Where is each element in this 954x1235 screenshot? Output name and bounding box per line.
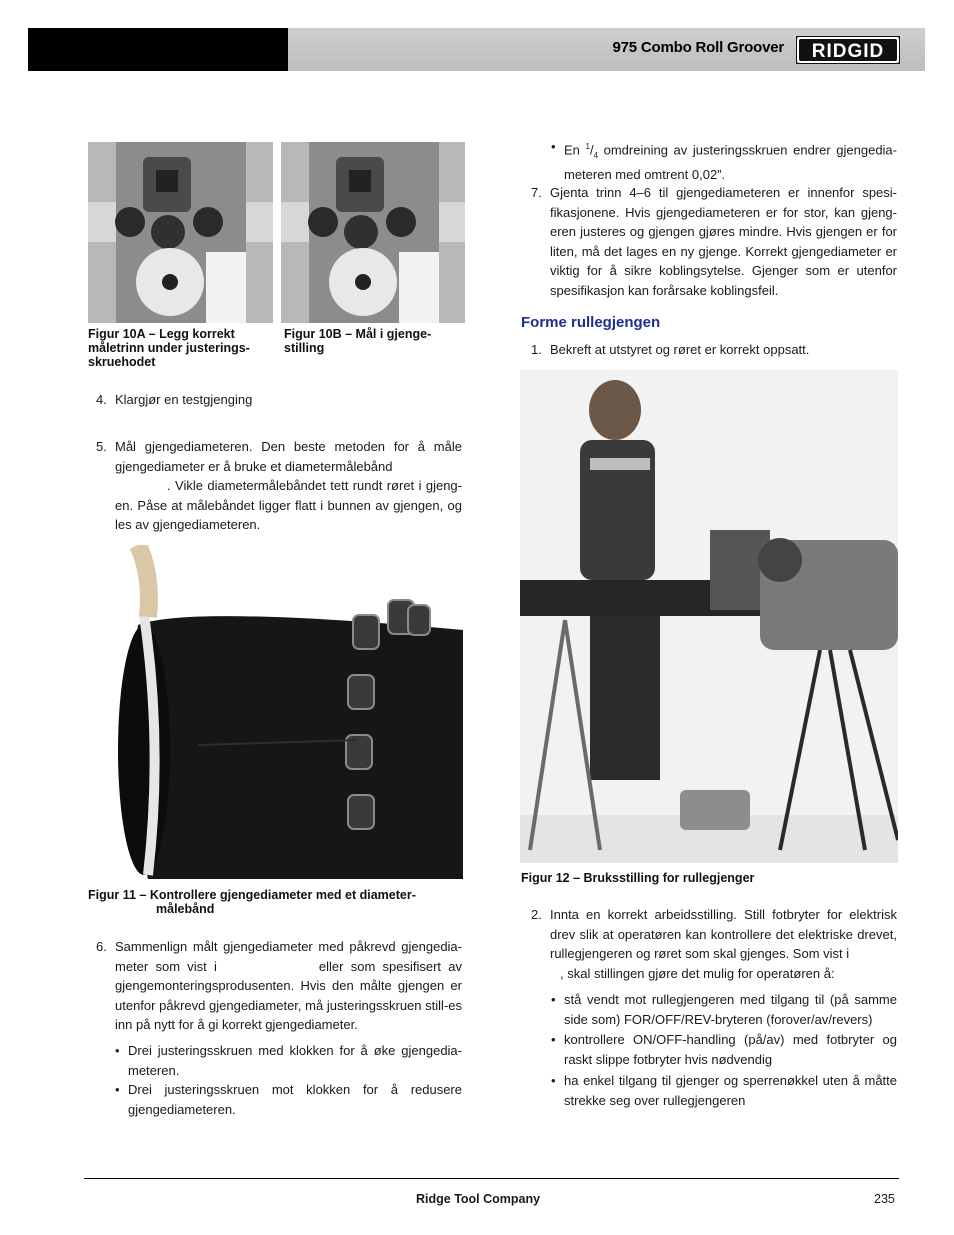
bullet-right-3: • ha enkel tilgang til gjenger og sperrenøkkel uten å måtte strekke seg over rullegjengeren	[551, 1071, 897, 1110]
step-5-text-b: . Vikle diametermålebåndet tett rundt røret i gjeng-en. Påse at målebåndet ligger flatt i bunnen av gjengen, og les av gjengediameteren.	[115, 478, 462, 532]
step-5-text-a: Mål gjengediameteren. Den beste metoden for å måle gjengediameter er å bruke et diametermålebånd	[115, 439, 462, 474]
figure-10a-image	[88, 142, 273, 323]
bullet-left-2-text: Drei justeringsskruen mot klokken for å redusere gjengediameteren.	[128, 1082, 462, 1117]
ridgid-logo	[796, 36, 900, 64]
header-black-block	[28, 28, 288, 71]
step-6-number: 6.	[96, 939, 107, 954]
bullet-right-3-text: ha enkel tilgang til gjenger og sperrenøkkel uten å måtte strekke seg over rullegjengeren	[564, 1073, 897, 1108]
step-7-text: Gjenta trinn 4–6 til gjengediameteren er innenfor spesi-fikasjonene. Hvis gjengediameteren er for stor, kan gjeng-eren justeres og gjengen gjøres mindre. Hvis gjengen er for liten, må det lages en ny gjenge. Korrekt gjengediameter er viktig for å sikre koblingsytelse. Gjenger som er utenfor spesifikasjon kan forårsake koblingsfeil.	[550, 185, 897, 298]
step-7	[531, 183, 897, 300]
page-number: 235	[874, 1192, 895, 1206]
bullet-right-top: • En $^1/_4$ omdreining av justeringsskruen endrer gjengedia-meteren med omtrent 0,02”.	[551, 139, 897, 183]
footer-company: Ridge Tool Company	[416, 1192, 541, 1206]
figure-11-caption-line-1: Figur 11 – Kontrollere gjengediameter med et diameter-	[88, 888, 416, 902]
step-7-number: 7.	[531, 185, 542, 200]
step-5-number: 5.	[96, 439, 107, 454]
step-6-text-b: eller som spesifisert av gjengemonteringsprodusenten. Hvis den målte gjengen er utenfor påkrevd gjengediameter, må justeringsskruen still-es inn på nytt for å gi korrekt gjengediameter.	[115, 958, 462, 1032]
bullet-left-2: • Drei justeringsskruen mot klokken for å redusere gjengediameteren.	[115, 1080, 462, 1119]
step-6	[96, 937, 462, 1035]
figure-12-image	[520, 370, 898, 863]
step-4	[96, 390, 462, 410]
step-5	[96, 437, 462, 535]
step-4-text: Klargjør en testgjenging	[115, 392, 253, 407]
figure-11-image	[108, 545, 463, 879]
bullet-right-1-text: stå vendt mot rullegjengeren med tilgang til (på samme side som) FOR/OFF/REV-bryteren (forover/av/revers)	[564, 992, 897, 1027]
footer-rule	[84, 1178, 899, 1179]
bullet-right-2-text: kontrollere ON/OFF-handling (på/av) med fotbryter og raskt slippe fotbryter hvis nødvendig	[564, 1032, 897, 1067]
step-2-text-b: , skal stillingen gjøre det mulig for operatøren å:	[560, 965, 835, 981]
step-1	[531, 340, 897, 360]
figure-10b-image	[281, 142, 465, 323]
section-heading: Forme rullegjengen	[521, 314, 661, 331]
svg-text:RIDGID: RIDGID	[811, 41, 885, 62]
step-6-text-a: Sammenlign målt gjengediameter med påkrevd gjengedia-meter som vist i	[115, 939, 462, 974]
step-2-text-a: Innta en korrekt arbeidsstilling. Still fotbryter for elektrisk drev slik at operatøren kan kontrollere det elektriske drevet, rullegjengeren og røret som skal gjenges. Som vist i	[550, 907, 897, 961]
bullet-left-1-text: Drei justeringsskruen med klokken for å øke gjengedia-meteren.	[128, 1043, 462, 1078]
figure-10b-caption: Figur 10B – Mål i gjenge-stilling	[284, 327, 432, 355]
figure-12-caption: Figur 12 – Bruksstilling for rullegjenger	[521, 871, 755, 885]
figure-11-caption-line-2: målebånd	[156, 902, 215, 916]
step-1-text: Bekreft at utstyret og røret er korrekt oppsatt.	[550, 342, 810, 357]
step-1-number: 1.	[531, 342, 542, 357]
step-4-number: 4.	[96, 392, 107, 407]
bullet-left-1: • Drei justeringsskruen med klokken for å øke gjengedia-meteren.	[115, 1041, 462, 1080]
figure-10a-caption: Figur 10A – Legg korrekt måletrinn under justerings-skruehodet	[88, 327, 250, 369]
step-2-number: 2.	[531, 907, 542, 922]
step-2	[531, 905, 897, 983]
bullet-right-2: • kontrollere ON/OFF-handling (på/av) med fotbryter og raskt slippe fotbryter hvis nødvendig	[551, 1030, 897, 1069]
bullet-right-1: • stå vendt mot rullegjengeren med tilgang til (på samme side som) FOR/OFF/REV-bryteren (forover/av/revers)	[551, 990, 897, 1029]
figure-11-caption	[88, 888, 463, 916]
page-title: 975 Combo Roll Groover	[612, 39, 784, 56]
